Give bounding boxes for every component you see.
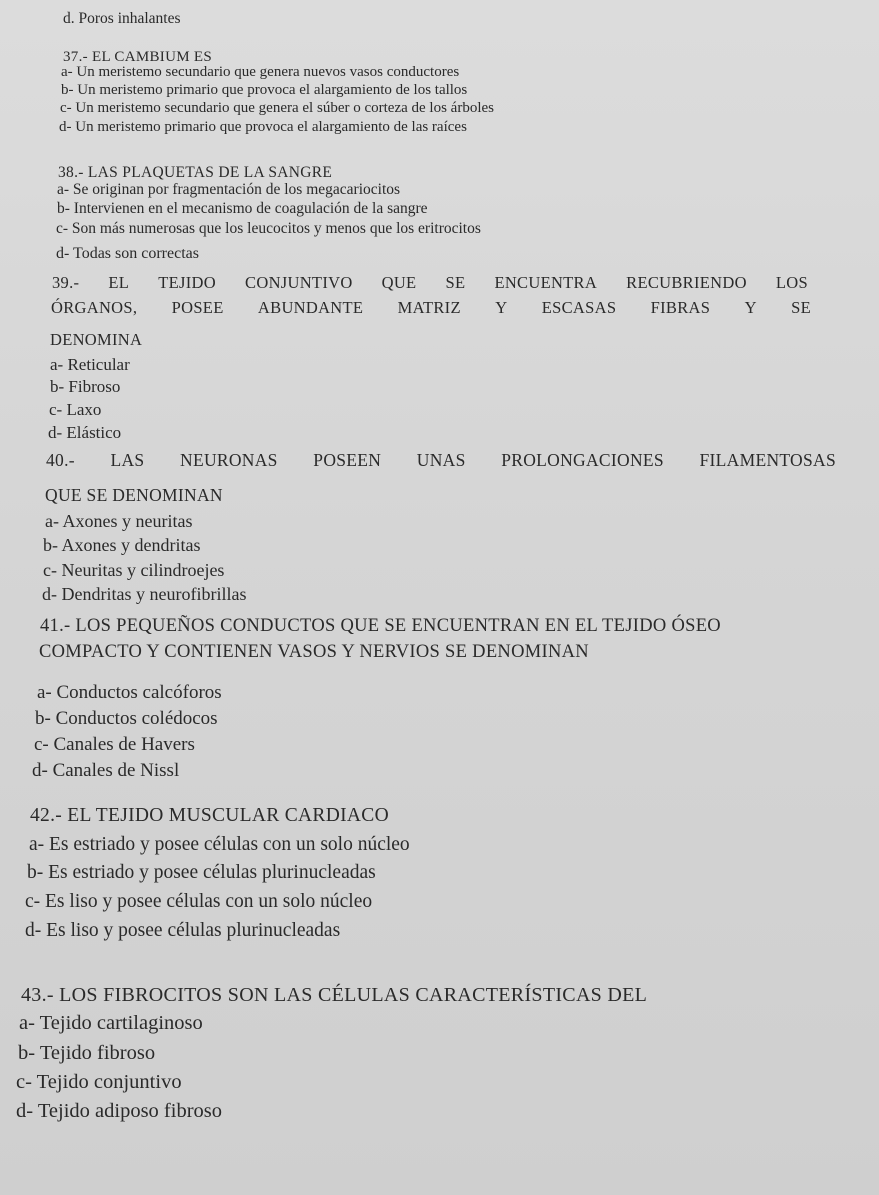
- question-42-heading: 42.- EL TEJIDO MUSCULAR CARDIACO: [30, 805, 389, 826]
- heading-word: ÓRGANOS,: [51, 298, 138, 317]
- question-39-heading-line-2: [51, 300, 811, 317]
- question-40-option-b: b- Axones y dendritas: [43, 535, 201, 555]
- heading-word: POSEE: [171, 298, 224, 317]
- heading-word: 39.-: [52, 273, 80, 292]
- heading-word: FILAMENTOSAS: [699, 450, 836, 470]
- question-39-heading-line-3: DENOMINA: [50, 330, 143, 349]
- heading-word: POSEEN: [313, 450, 382, 470]
- question-40-option-d: d- Dendritas y neurofibrillas: [42, 584, 247, 604]
- question-41-option-b: b- Conductos colédocos: [35, 708, 218, 729]
- question-38-option-c: c- Son más numerosas que los leucocitos y menos que los eritrocitos: [56, 220, 481, 237]
- question-39-option-d: d- Elástico: [48, 423, 122, 442]
- question-38-option-b: b- Intervienen en el mecanismo de coagulación de la sangre: [57, 200, 428, 217]
- heading-word: SE: [445, 273, 466, 292]
- question-37-heading: 37.- EL CAMBIUM ES: [63, 49, 213, 65]
- heading-word: CONJUNTIVO: [245, 273, 353, 292]
- question-42-option-c: c- Es liso y posee células con un solo núcleo: [25, 891, 373, 912]
- heading-word: UNAS: [416, 450, 466, 470]
- heading-word: LOS: [775, 273, 808, 292]
- question-41-option-a: a- Conductos calcóforos: [37, 682, 222, 703]
- heading-word: 40.-: [46, 450, 75, 470]
- question-38-option-d: d- Todas son correctas: [56, 245, 199, 262]
- heading-word: LAS: [110, 450, 145, 470]
- heading-word: QUE: [381, 273, 417, 292]
- question-39-option-b: b- Fibroso: [50, 377, 121, 396]
- question-41-option-d: d- Canales de Nissl: [32, 760, 180, 781]
- question-43-option-a: a- Tejido cartilaginoso: [19, 1012, 203, 1034]
- question-41-heading-line-2: COMPACTO Y CONTIENEN VASOS Y NERVIOS SE DENOMINAN: [39, 642, 589, 662]
- heading-word: PROLONGACIONES: [501, 450, 664, 470]
- heading-word: RECUBRIENDO: [626, 273, 747, 292]
- question-37-option-d: d- Un meristemo primario que provoca el alargamiento de las raíces: [59, 119, 467, 135]
- prev-option: d. Poros inhalantes: [63, 10, 181, 27]
- heading-word: TEJIDO: [158, 273, 216, 292]
- question-40-option-c: c- Neuritas y cilindroejes: [43, 560, 225, 580]
- question-43-option-c: c- Tejido conjuntivo: [16, 1071, 182, 1093]
- heading-word: FIBRAS: [650, 298, 711, 317]
- question-37-option-c: c- Un meristemo secundario que genera el súber o corteza de los árboles: [60, 100, 494, 116]
- question-39-option-a: a- Reticular: [50, 355, 130, 374]
- question-39-heading-line-1: [52, 275, 808, 292]
- question-43-heading: 43.- LOS FIBROCITOS SON LAS CÉLULAS CARACTERÍSTICAS DEL: [21, 984, 648, 1006]
- heading-word: Y: [495, 298, 508, 317]
- question-42-option-b: b- Es estriado y posee células plurinucleadas: [27, 862, 376, 883]
- question-37-option-a: a- Un meristemo secundario que genera nuevos vasos conductores: [61, 64, 460, 80]
- heading-word: ESCASAS: [541, 298, 617, 317]
- heading-word: ENCUENTRA: [494, 273, 598, 292]
- question-42-option-d: d- Es liso y posee células plurinucleadas: [25, 920, 341, 941]
- question-38-option-a: a- Se originan por fragmentación de los megacariocitos: [57, 181, 401, 198]
- question-41-heading-line-1: 41.- LOS PEQUEÑOS CONDUCTOS QUE SE ENCUENTRAN EN EL TEJIDO ÓSEO: [40, 616, 721, 636]
- question-40-option-a: a- Axones y neuritas: [45, 511, 193, 531]
- question-39-option-c: c- Laxo: [49, 400, 102, 419]
- question-42-option-a: a- Es estriado y posee células con un solo núcleo: [29, 834, 410, 855]
- heading-word: Y: [744, 298, 757, 317]
- question-43-option-b: b- Tejido fibroso: [18, 1042, 156, 1064]
- question-37-option-b: b- Un meristemo primario que provoca el alargamiento de los tallos: [61, 82, 468, 98]
- question-43-option-d: d- Tejido adiposo fibroso: [16, 1100, 223, 1122]
- heading-word: SE: [791, 298, 811, 317]
- question-41-option-c: c- Canales de Havers: [34, 734, 195, 755]
- heading-word: NEURONAS: [180, 450, 278, 470]
- question-40-heading-line-2: QUE SE DENOMINAN: [45, 485, 223, 505]
- heading-word: EL: [108, 273, 130, 292]
- heading-word: MATRIZ: [397, 298, 461, 317]
- question-40-heading-line-1: [46, 452, 836, 470]
- heading-word: ABUNDANTE: [257, 298, 364, 317]
- question-38-heading: 38.- LAS PLAQUETAS DE LA SANGRE: [58, 164, 333, 181]
